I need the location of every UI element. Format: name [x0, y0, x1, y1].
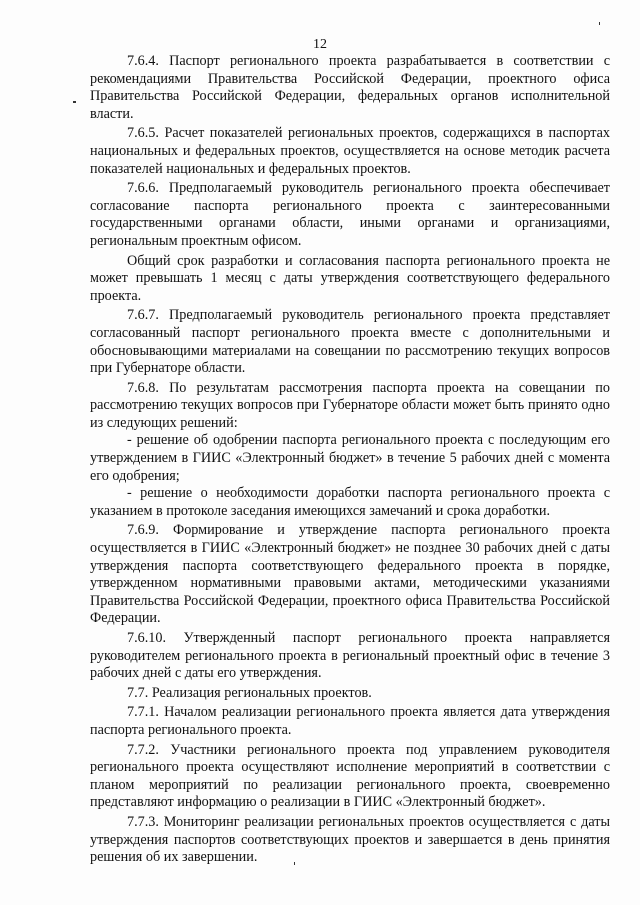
scan-speck — [599, 22, 600, 25]
paragraph-7-6-5: 7.6.5. Расчет показателей региональных проектов, содержащихся в паспортах национальных и федеральных проектов, осуществляется на основе методик расчета показателей национальных и федеральных проектов. — [90, 125, 610, 177]
paragraph-7-6-10: 7.6.10. Утвержденный паспорт регионального проекта направляется руководителем регионального проекта в региональный проектный офис в течение 3 рабочих дней с даты его утверждения. — [90, 630, 610, 682]
page-number: 12 — [313, 37, 327, 52]
section-heading-7-7: 7.7. Реализация региональных проектов. — [127, 684, 372, 701]
paragraph-7-6-6: 7.6.6. Предполагаемый руководитель регионального проекта обеспечивает согласование паспорта регионального проекта с заинтересованными государственными органами области, иными органами и организациями, региональным проектным офисом. — [90, 180, 610, 249]
paragraph-7-6-9: 7.6.9. Формирование и утверждение паспорта регионального проекта осуществляется в ГИИС «Электронный бюджет» не позднее 30 рабочих дней с даты утверждения паспорта соответствующего федерального проекта в порядке, утвержденном нормативными правовыми актами, методическими указаниями Правительства Российской Федерации, проектного офиса Правительства Российской Федерации. — [90, 522, 610, 627]
paragraph-7-6-8: 7.6.8. По результатам рассмотрения паспорта проекта на совещании по рассмотрению текущих вопросов при Губернаторе области может быть принято одно из следующих решений: — [90, 379, 610, 431]
scan-speck — [73, 101, 76, 103]
list-item-approval-decision: - решение об одобрении паспорта регионального проекта с последующим его утверждением в ГИИС «Электронный бюджет» в течение 5 рабочих дней с момента его одобрения; — [90, 432, 610, 484]
paragraph-7-7-3: 7.7.3. Мониторинг реализации региональных проектов осуществляется с даты утверждения паспортов соответствующих проектов и завершается в день принятия решения об их завершении. — [90, 813, 610, 866]
document-body — [90, 53, 610, 867]
list-item-revision-decision: - решение о необходимости доработки паспорта регионального проекта с указанием в протоколе заседания имеющихся замечаний и срока доработки. — [90, 485, 610, 519]
paragraph-general-term: Общий срок разработки и согласования паспорта регионального проекта не может превышать 1 месяц с даты утверждения соответствующего федерального проекта. — [90, 252, 610, 304]
paragraph-7-7-1: 7.7.1. Началом реализации регионального проекта является дата утверждения паспорта регионального проекта. — [90, 704, 610, 738]
paragraph-7-7-2: 7.7.2. Участники регионального проекта под управлением руководителя регионального проекта осуществляют исполнение мероприятий в соответствии с планом мероприятий по реализации регионального проекта, своевременно представляют информацию о реализации в ГИИС «Электронный бюджет». — [90, 741, 610, 811]
paragraph-7-6-4: 7.6.4. Паспорт регионального проекта разрабатывается в соответствии с рекомендациями Правительства Российской Федерации, проектного офиса Правительства Российской Федерации, федеральных органов исполнительной власти. — [90, 53, 610, 122]
paragraph-7-6-7: 7.6.7. Предполагаемый руководитель регионального проекта представляет согласованный паспорт регионального проекта вместе с дополнительными и обосновывающими материалами на совещании по рассмотрению текущих вопросов при Губернаторе области. — [90, 307, 610, 377]
scan-speck — [294, 862, 295, 865]
